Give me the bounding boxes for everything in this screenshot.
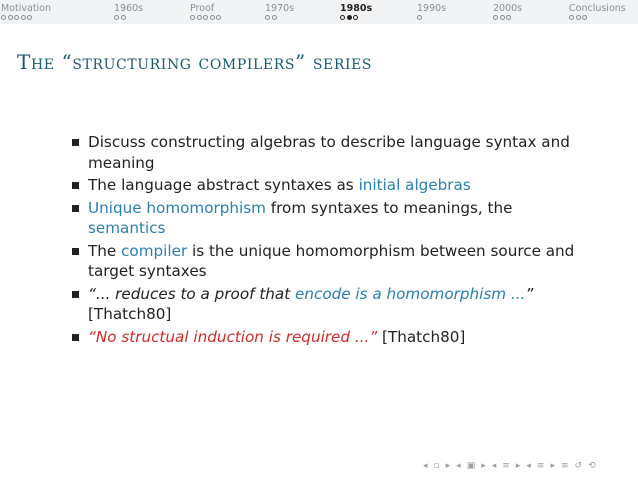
frame-title: The “structuring compilers” series: [17, 50, 373, 74]
slide-dot[interactable]: [576, 15, 581, 20]
navigation-symbols: [423, 461, 596, 471]
nav-symbol-next-section-icon[interactable]: ▸: [550, 461, 555, 471]
nav-section-label: Motivation: [1, 3, 52, 14]
slide-dot[interactable]: [493, 15, 498, 20]
nav-symbol-next-frame-icon[interactable]: ▸: [481, 461, 486, 471]
nav-symbol-back-icon[interactable]: ↺: [574, 461, 583, 471]
highlight-term: compiler: [121, 241, 188, 260]
slide-dot[interactable]: [114, 15, 119, 20]
nav-section-motivation[interactable]: [1, 3, 51, 20]
highlight-term: initial algebras: [358, 176, 471, 194]
citation: [Thatch80]: [377, 327, 466, 346]
highlight-term: Unique homomorphism: [88, 198, 266, 217]
slide-dot[interactable]: [500, 15, 505, 20]
slide-dot[interactable]: [14, 15, 19, 20]
nav-section-1960s[interactable]: [114, 3, 143, 20]
highlight-term: encode is a homomorphism ...: [295, 284, 526, 303]
nav-section-proof[interactable]: [190, 3, 221, 20]
slide-dot[interactable]: [272, 15, 277, 20]
slide-dot[interactable]: [353, 15, 358, 20]
nav-section-1980s[interactable]: [340, 3, 372, 20]
nav-symbol-prev-subsection-icon[interactable]: ◂: [491, 461, 497, 471]
nav-symbol-prev-slide-icon[interactable]: ◂: [423, 461, 428, 471]
slide-dot[interactable]: [121, 15, 126, 20]
nav-symbol-subsection-icon[interactable]: ≡: [502, 461, 510, 471]
list-item: [72, 241, 592, 282]
nav-section-label: 1980s: [340, 3, 373, 14]
current-slide-dot[interactable]: [347, 15, 352, 20]
slide-dot[interactable]: [582, 15, 587, 20]
bullet-text: The language abstract syntaxes as: [88, 176, 359, 194]
nav-symbol-frame-icon[interactable]: ▣: [466, 461, 476, 471]
bullet-text: Discuss constructing algebras to describe language syntax and meaning: [88, 133, 570, 172]
slide-dot[interactable]: [8, 15, 13, 20]
quote-text: “... reduces to a proof that: [88, 284, 295, 303]
slide-dot[interactable]: [340, 15, 345, 20]
slide-dot[interactable]: [265, 15, 270, 20]
highlight-term: semantics: [88, 219, 166, 237]
nav-section-dots: [493, 15, 522, 20]
section-navigation-bar: [0, 0, 638, 24]
nav-section-dots: [417, 15, 446, 20]
list-item: [72, 198, 592, 239]
slide-dot[interactable]: [216, 15, 221, 20]
slide-dot[interactable]: [210, 15, 215, 20]
nav-symbol-next-slide-icon[interactable]: ▸: [445, 461, 451, 471]
nav-symbol-search-icon[interactable]: ⟲: [588, 461, 596, 471]
slide-dot[interactable]: [197, 15, 202, 20]
nav-section-label: 1990s: [417, 3, 447, 14]
nav-section-label: 2000s: [493, 3, 523, 14]
citation: [Thatch80]: [88, 305, 172, 323]
slide-dot[interactable]: [190, 15, 195, 20]
nav-section-label: 1960s: [114, 3, 144, 14]
nav-section-1970s[interactable]: [265, 3, 294, 20]
slide-dot[interactable]: [417, 15, 422, 20]
list-item: [72, 327, 592, 348]
nav-section-dots: [340, 15, 372, 20]
slide-dot[interactable]: [506, 15, 511, 20]
alert-quote: “No structual induction is required ...”: [88, 327, 378, 346]
nav-symbol-slide-icon[interactable]: ▫: [433, 461, 440, 471]
nav-section-dots: [114, 15, 143, 20]
nav-symbol-prev-frame-icon[interactable]: ◂: [456, 461, 461, 471]
slide-dot[interactable]: [203, 15, 208, 20]
nav-section-dots: [190, 15, 221, 20]
nav-symbol-next-subsection-icon[interactable]: ▸: [515, 461, 521, 471]
nav-section-conclusions[interactable]: [569, 3, 626, 20]
nav-section-dots: [569, 15, 626, 20]
slide-dot[interactable]: [21, 15, 26, 20]
bullet-text: from syntaxes to meanings, the: [265, 198, 513, 217]
bullet-text: The: [88, 241, 122, 260]
list-item: [72, 175, 592, 196]
list-item: [72, 284, 592, 325]
nav-symbol-prev-section-icon[interactable]: ◂: [526, 461, 531, 471]
nav-symbol-section-icon[interactable]: ≡: [536, 461, 545, 471]
nav-section-label: Proof: [190, 3, 215, 14]
nav-section-2000s[interactable]: [493, 3, 522, 20]
nav-section-label: Conclusions: [569, 3, 626, 14]
quote-text: ”: [525, 284, 534, 303]
bullet-text: is the unique homomorphism between source and target syntaxes: [88, 241, 575, 280]
slide-dot[interactable]: [1, 15, 6, 20]
nav-section-label: 1970s: [265, 3, 295, 14]
slide-dot[interactable]: [27, 15, 32, 20]
nav-symbol-document-icon[interactable]: ≡: [560, 461, 569, 471]
nav-section-1990s[interactable]: [417, 3, 446, 20]
slide-dot[interactable]: [569, 15, 574, 20]
nav-section-dots: [1, 15, 51, 20]
list-item: [72, 132, 592, 173]
nav-section-dots: [265, 15, 294, 20]
bullet-list: [72, 132, 592, 347]
